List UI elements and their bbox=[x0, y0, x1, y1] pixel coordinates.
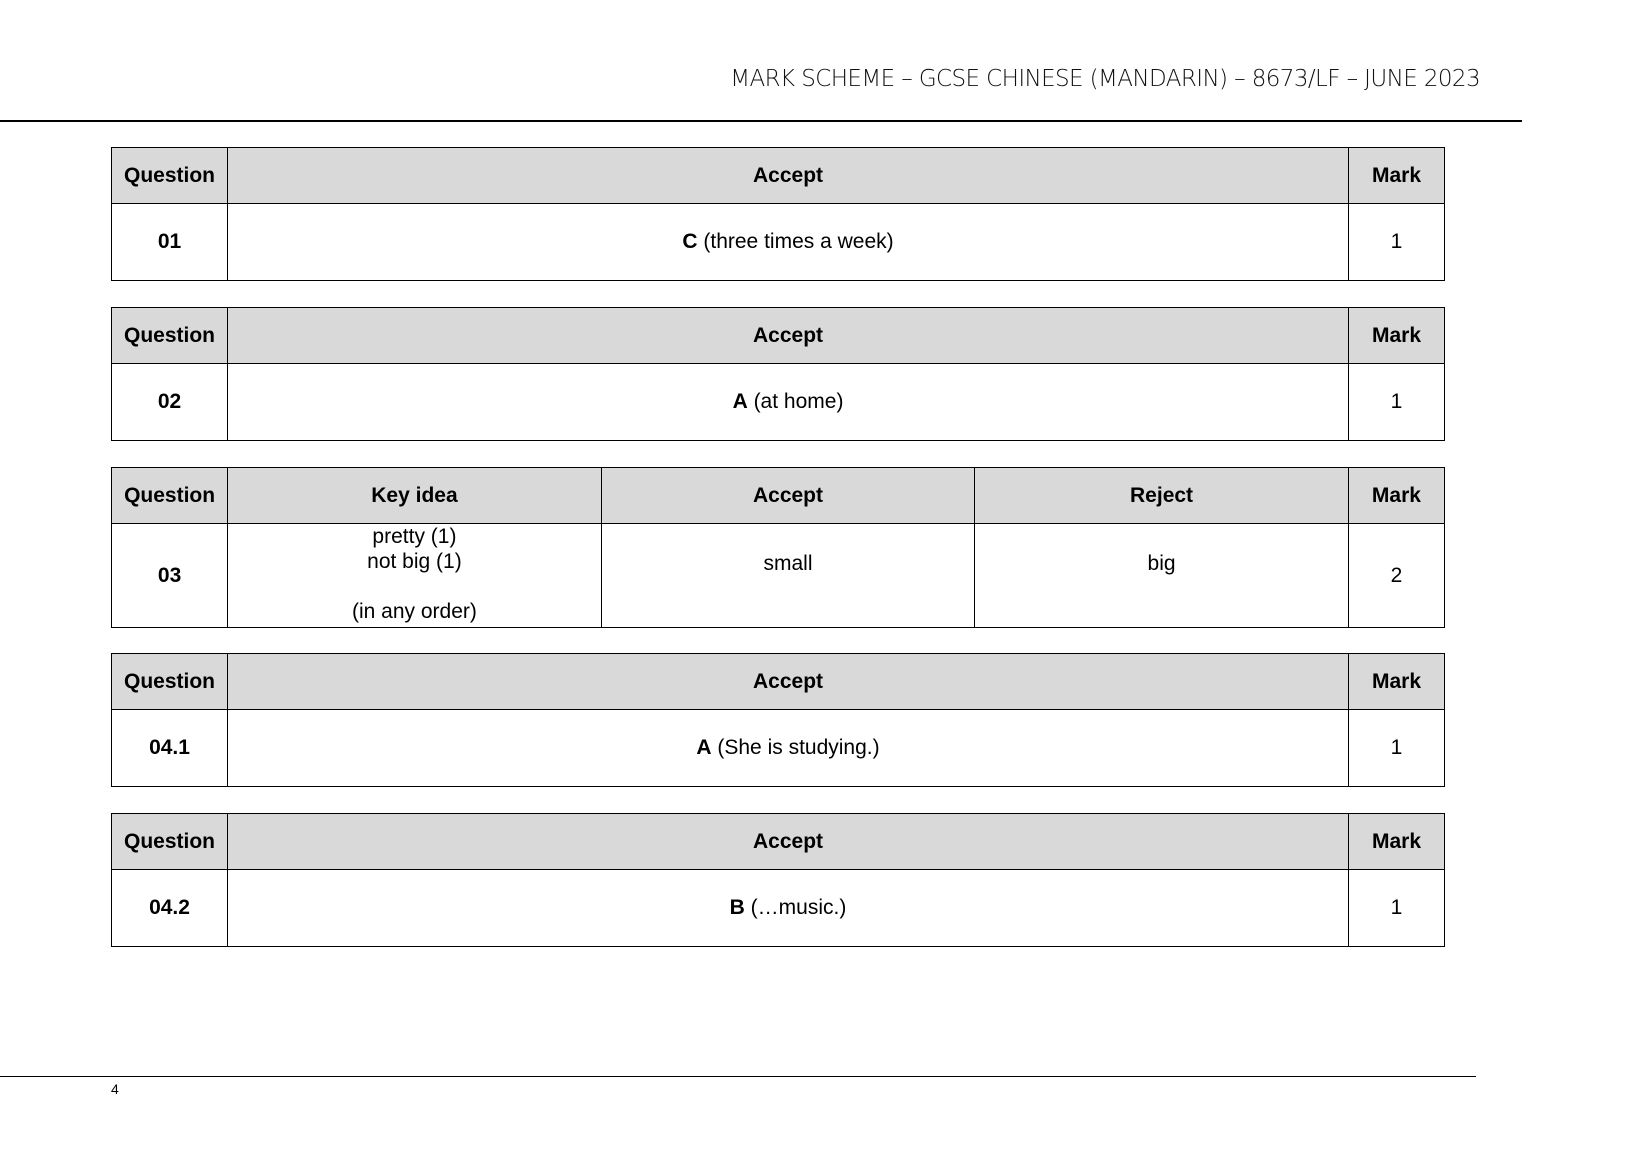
column-header-question: Question bbox=[112, 468, 228, 524]
document-title: MARK SCHEME – GCSE CHINESE (MANDARIN) – 8673/LF – JUNE 2023 bbox=[730, 66, 1480, 92]
reject-cell: big bbox=[975, 524, 1349, 628]
column-header-accept: Accept bbox=[228, 148, 1349, 204]
answer-letter: B bbox=[729, 896, 745, 919]
column-header-accept: Accept bbox=[228, 814, 1349, 870]
mark-table-q04-2 bbox=[111, 813, 1445, 947]
mark-table-q01 bbox=[111, 147, 1445, 281]
column-header-mark: Mark bbox=[1349, 148, 1445, 204]
key-idea-cell bbox=[228, 524, 602, 628]
answer-text: (three times a week) bbox=[697, 230, 894, 253]
table-header-row bbox=[112, 814, 1445, 870]
mark-table-q03 bbox=[111, 467, 1445, 628]
column-header-question: Question bbox=[112, 814, 228, 870]
answer-letter: C bbox=[682, 230, 698, 253]
table-header-row bbox=[112, 654, 1445, 710]
table-header-row bbox=[112, 148, 1445, 204]
table-row bbox=[112, 524, 1445, 628]
mark-value: 1 bbox=[1349, 204, 1445, 281]
table-row bbox=[112, 870, 1445, 947]
table-header-row bbox=[112, 308, 1445, 364]
key-idea-line: not big (1) bbox=[367, 550, 462, 573]
column-header-question: Question bbox=[112, 148, 228, 204]
mark-table-q02 bbox=[111, 307, 1445, 441]
mark-value: 1 bbox=[1349, 364, 1445, 441]
question-number: 01 bbox=[112, 204, 228, 281]
mark-value: 2 bbox=[1348, 524, 1444, 628]
column-header-accept: Accept bbox=[601, 468, 975, 524]
column-header-key-idea: Key idea bbox=[228, 468, 602, 524]
accept-answer bbox=[228, 870, 1349, 947]
accept-answer bbox=[228, 364, 1349, 441]
column-header-question: Question bbox=[112, 654, 228, 710]
table-row bbox=[112, 710, 1445, 787]
question-number: 02 bbox=[112, 364, 228, 441]
accept-cell: small bbox=[601, 524, 975, 628]
page-number: 4 bbox=[111, 1081, 119, 1097]
mark-value: 1 bbox=[1349, 870, 1445, 947]
accept-answer bbox=[228, 204, 1349, 281]
answer-text: (…music.) bbox=[744, 896, 847, 919]
key-idea-line: pretty (1) bbox=[372, 525, 457, 548]
column-header-reject: Reject bbox=[975, 468, 1349, 524]
column-header-question: Question bbox=[112, 308, 228, 364]
mark-table-q04-1 bbox=[111, 653, 1445, 787]
key-idea-line bbox=[228, 574, 601, 599]
answer-text: (She is studying.) bbox=[711, 736, 880, 759]
table-row bbox=[112, 364, 1445, 441]
question-number: 04.1 bbox=[112, 710, 228, 787]
column-header-mark: Mark bbox=[1348, 468, 1444, 524]
accept-answer bbox=[228, 710, 1349, 787]
footer-divider bbox=[0, 1076, 1476, 1077]
column-header-accept: Accept bbox=[228, 308, 1349, 364]
table-row bbox=[112, 204, 1445, 281]
answer-text: (at home) bbox=[747, 390, 844, 413]
question-number: 04.2 bbox=[112, 870, 228, 947]
answer-letter: A bbox=[732, 390, 748, 413]
column-header-mark: Mark bbox=[1349, 308, 1445, 364]
column-header-accept: Accept bbox=[228, 654, 1349, 710]
column-header-mark: Mark bbox=[1349, 654, 1445, 710]
table-header-row bbox=[112, 468, 1445, 524]
question-number: 03 bbox=[112, 524, 228, 628]
key-idea-line: (in any order) bbox=[352, 600, 477, 623]
mark-value: 1 bbox=[1349, 710, 1445, 787]
column-header-mark: Mark bbox=[1349, 814, 1445, 870]
answer-letter: A bbox=[696, 736, 712, 759]
header-divider bbox=[0, 120, 1522, 122]
